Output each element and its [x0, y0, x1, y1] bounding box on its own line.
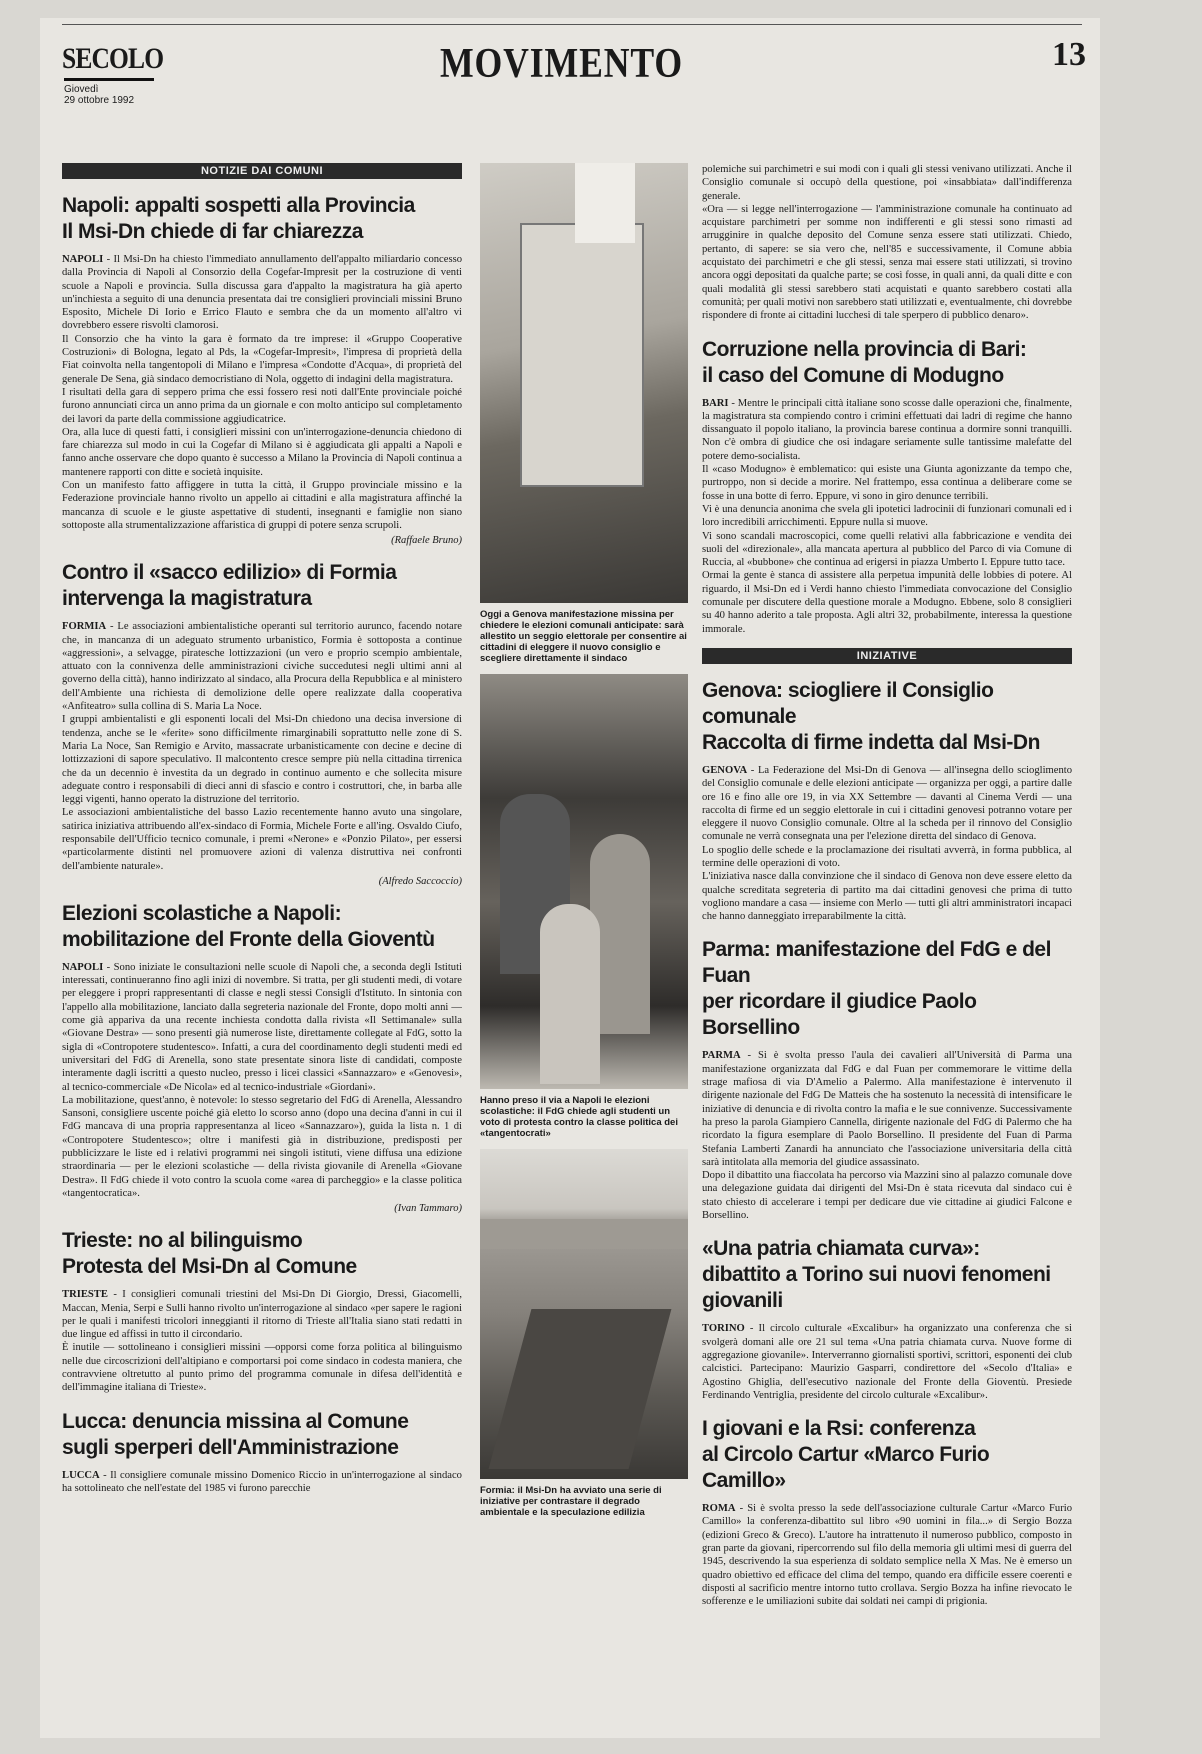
headline: Contro il «sacco edilizio» di Formia intervenga la magistratura — [62, 561, 397, 611]
headline: Napoli: appalti sospetti alla Provincia Il Msi-Dn chiede di far chiarezza — [62, 194, 415, 243]
article-formia — [62, 560, 462, 887]
photo-column — [480, 163, 688, 1738]
body-text: TORINO - Il circolo culturale «Excalibur» ha organizzato una conferenza che si svolgerà domani alle ore 21 sul tema «Una patria chiamata curva. Nuove forme di aggregazione giovanile». Interverranno giornalisti sportivi, scrittori, esponenti dei club calcistici. Partecipano: Maurizio Gasparri, condirettore del «Secolo d'Italia» e Agostino Ghiglia, dell'esecutivo nazionale del Fronte della Gioventù. Presiede Ferdinando Ventriglia, presidente del circolo culturale «Excalibur». — [702, 1323, 1072, 1401]
body-text: I gruppi ambientalisti e gli esponenti locali del Msi-Dn chiedono una decisa inversione di tendenza, anche se le «ferite» sono difficilmente rimarginabili soprattutto nelle zone di S. Maria La Noce, San Remigio e Arvito, massacrate urbanisticamente con decine e decine di lottizzazioni di sapore speculativo. Il malcontento cresce sempre più nella cittadina tirrenica che da un decennio è investita da un degrado in continuo aumento e che sollecita misure adeguate contro i responsabili di dieci anni di sfascio e contro i costruttori, che, in barba alle leggi vigenti, hanno operato la distruzione del territorio. — [62, 714, 462, 806]
section-band-notizie: NOTIZIE DAI COMUNI — [62, 163, 462, 179]
body-text: Vi sono scandali macroscopici, come quelli relativi alla fabbricazione e vendita dei suoli del «direzionale», alla mancata apertura al pubblico del Parco di via Comune di Ruccia, al «bubbone» che continua ad erigersi in piazza Umberto I. Eppure tutto tace. — [702, 530, 1072, 569]
body-text: Dopo il dibattito una fiaccolata ha percorso via Mazzini sino al palazzo comunale dove una delegazione guidata dai dirigenti del Msi-Dn è stata ricevuta dal sindaco cui è stato chiesto di accelerare i tempi per dedicare due vie cittadine ai giudici Falcone e Borsellino. — [702, 1170, 1072, 1222]
body-text: Le associazioni ambientalistiche del basso Lazio recentemente hanno avuto una singolare, satirica iniziativa attribuendo all'ex-sindaco di Formia, Michele Forte e all'ing. Osvaldo Ciufo, responsabile dell'Ufficio tecnico comunale, i premi «Nerone» e «Ponzio Pilato», per essersi «particolarmente distinti nel promuovere azioni di valenza distruttiva nei confronti dell'ambiente naturale». — [62, 807, 462, 872]
body-text: GENOVA - La Federazione del Msi-Dn di Genova — all'insegna dello scioglimento del Consiglio comunale e delle elezioni anticipate — organizza per oggi, a partire dalle ore 16 e fino alle ore 19, in via XX Settembre — davanti al Cinema Verdi — una raccolta di firme ed un seggio elettorale in cui i cittadini genovesi potranno votare per eleggere il nuovo Consiglio comunale. Oltre al la scheda per il rinnovo del Consiglio comunale ne verrà consegnata una per l'elezione diretta del sindaco di Genova. — [702, 764, 1072, 843]
article-bari — [702, 337, 1072, 636]
article-lucca — [62, 1409, 462, 1496]
body-text: LUCCA - Il consigliere comunale missino Domenico Riccio in un'interrogazione al sindaco ha sottolineato che nell'estate del 1985 vi furono parecchie — [62, 1469, 462, 1494]
section-title: MOVIMENTO — [440, 41, 684, 87]
headline: «Una patria chiamata curva»: dibattito a Torino sui nuovi fenomeni giovanili — [702, 1237, 1051, 1313]
article-roma — [702, 1416, 1072, 1608]
body-text: Con un manifesto fatto affiggere in tutta la città, il Gruppo provinciale missino e la Federazione provinciale hanno rivolto un appello ai cittadini e alla magistratura affinché la mancanza di scuole e le giuste aspettative di studenti, insegnanti e famiglie non siano sottoposte alla strumentalizzazione affaristica di gruppi di potere senza scrupoli. — [62, 480, 462, 531]
masthead-logo: SECOLO — [62, 42, 164, 75]
body-text: NAPOLI - Sono iniziate le consultazioni nelle scuole di Napoli che, a seconda degli Istituti interessati, continueranno fino agli inizi di novembre. Si tratta, per gli studenti medi, di votare per eleggere i propri rappresentanti di classe e negli stessi Consigli d'Istituto. In sintonia con l'appello alla mobilitazione, lanciato dalla segreteria nazionale del Fronte, dopo molti anni — come già appariva da una recente inchiesta condotta dalla rivista «Il Settimanale» sulla «Giovane Destra» — sono presenti già numerose liste, direttamente collegate al FdG, sotto la sigla di «Contropotere studentesco». Infatti, a cura del coordinamento degli studenti medi ed universitari del FdG di Arenella, sono state presentate sinora liste di candidati, composte interamente dagli iscritti a questo nucleo, presso i licei classici «Sannazzaro» e «Genovesi», al tecnico-commerciale «De Nicola» ed al tecnico-industriale «Giordani». — [62, 961, 462, 1093]
article-elezioni-scolastiche — [62, 901, 462, 1214]
section-band-iniziative: INIZIATIVE — [702, 648, 1072, 664]
left-column — [62, 163, 462, 1738]
right-column — [702, 163, 1072, 1738]
headline: Trieste: no al bilinguismo Protesta del Msi-Dn al Comune — [62, 1229, 357, 1279]
article-napoli-appalti — [62, 193, 462, 546]
photo-caption: Hanno preso il via a Napoli le elezioni scolastiche: il FdG chiede agli studenti un voto di protesta contro la classe politica dei «tangentocrati» — [480, 1095, 678, 1139]
photo-caption: Oggi a Genova manifestazione missina per chiedere le elezioni comunali anticipate: sarà allestito un seggio elettorale per consentire ai cittadini di eleggere il nuovo consiglio e scegliere direttamente il sindaco — [480, 609, 687, 664]
body-text: Ora, alla luce di questi fatti, i consiglieri missini con un'interrogazione-denuncia chiedono di fare chiarezza sul modo in cui la Cogefar di Milano si è aggiudicata gli appalti a Napoli e fanno anche osservare che dopo quanto è successo a Milano la Provincia di Napoli continua a mantenere rapporti con ditte e società inquisite. — [62, 426, 462, 478]
body-text: Lo spoglio delle schede e la proclamazione dei risultati avverrà, in forma pubblica, al termine delle operazioni di voto. — [702, 844, 1072, 869]
body-text: I risultati della gara di seppero prima che essi fossero resi noti dall'Ente provinciale poiché furono annunciati circa un anno prima da un giornale e con molto anticipo sul completamento dei lavori da parte della commissione aggiudicatrice. — [62, 386, 462, 425]
body-text: La mobilitazione, quest'anno, è notevole: lo stesso segretario del FdG di Arenella, Alessandro Sansoni, consigliere uscente poiché già eletto lo scorso anno (dopo una decina d'anni in cui il FdG mancava di una propria rappresentanza al liceo «Sannazzaro»), guida la lista n. 1 di «Contropotere Studentesco»; oltre i manifesti già in distribuzione, predisposti per pubblicizzare le liste ed i relativi programmi nei singoli istituti, viene diffusa una edizione straordinaria — per le elezioni scolastiche — della rivista giovanile di Arenella «Giovane Destra». Il FdG chiede il voto contro la scuola come «area di parcheggio» e la classe politica «tangentocratica». — [62, 1094, 462, 1199]
body-text: polemiche sui parchimetri e sui modi con i quali gli stessi venivano utilizzati. Anche il Consiglio comunale si occupò della questione, poi «insabbiata» dall'indifferenza generale. — [702, 164, 1072, 202]
headline: Lucca: denuncia missina al Comune sugli sperperi dell'Amministrazione — [62, 1409, 409, 1459]
body-text: PARMA - Si è svolta presso l'aula dei cavalieri all'Università di Parma una manifestazione organizzata dal FdG e dal Fuan per commemorare le vittime della strage mafiosa di via D'Amelio a Palermo. Alla manifestazione è intervenuto il dirigente nazionale del FdG De Matteis che ha sostenuto la necessità di intensificare le iniziative di denuncia e di rivolta contro la mafia e le sue connivenze. Successivamente ha preso la parola Giampiero Cannella, dirigente nazionale del FdG di Palermo che ha ricordato la figura esemplare di Paolo Borsellino. Il presidente del Fuan di Parma Stefania Lamberti Zanardi ha annunciato che l'associazione universitaria della città sarà intitolata alla memoria del giudice assassinato. — [702, 1050, 1072, 1168]
headline: I giovani e la Rsi: conferenza al Circolo Cartur «Marco Furio Camillo» — [702, 1417, 990, 1493]
sea-shape — [480, 1219, 688, 1249]
issue-day: Giovedì — [64, 84, 99, 95]
logo-underline — [64, 78, 154, 81]
photo-students — [480, 674, 688, 1089]
body-text: BARI - Mentre le principali città italiane sono scosse dalle operazioni che, finalmente, la magistratura sta compiendo contro i crimini effettuati dai ladri di regime che hanno dissanguato il popolo italiano, la provincia barese continua a dormire sonni tranquilli. Non c'è ombra di giudice che osi indagare seriamente sulle tantissime malefatte del potere demo-socialista. — [702, 397, 1072, 462]
top-rule — [62, 24, 1082, 25]
photo-coastline — [480, 1149, 688, 1479]
figure-shape — [540, 904, 600, 1084]
body-text: L'iniziativa nasce dalla convinzione che il sindaco di Genova non deve essere eletto da qualche screditata segreteria di partito ma dai cittadini genovesi che prima di tutto vogliono mandare a casa — insieme con Merlo — tutti gli altri amministratori incapaci che hanno danneggiato irreparabilmente la città. — [702, 871, 1072, 923]
ballot-paper-shape — [575, 163, 635, 243]
body-text: Il Consorzio che ha vinto la gara è formato da tre imprese: il «Gruppo Cooperative Costruzioni» di Bologna, legato al Pds, la «Cogefar-Impresit», l'impresa di proprietà della Fiat coinvolta nella tangentopoli di Milano e l'impresa «Condotte d'Acqua», di proprietà del generale De Sena, già sindaco democristiano di Nola, oggetto di indagini della magistratura. — [62, 333, 462, 385]
issue-date — [64, 84, 134, 106]
headline: Elezioni scolastiche a Napoli: mobilitazione del Fronte della Gioventù — [62, 901, 435, 951]
article-genova — [702, 678, 1072, 924]
body-text: TRIESTE - I consiglieri comunali triestini del Msi-Dn Di Giorgio, Dressi, Giacomelli, Maccan, Menia, Serpi e Sulli hanno rivolto un'interrogazione al sindaco «per sapere le ragioni per le quali i manifesti tricolori inneggianti il ritorno di Trieste all'Italia siano stati redatti in due lingue ed affissi in tutto il circondario. — [62, 1289, 462, 1341]
ballot-box-shape — [520, 223, 644, 487]
body-text: NAPOLI - Il Msi-Dn ha chiesto l'immediato annullamento dell'appalto miliardario concesso dalla Provincia di Napoli al Consorzio della Cogefar-Impresit per la costruzione di venti scuole a Napoli e provincia. Sulla discussa gara d'appalto la magistratura ha già aperto un'inchiesta a seguito di una denuncia presentata dai tre consiglieri provinciali missini Bruno Esposito, Michele Di Iorio e Errico Flauto e sembra che da un momento all'altro vi dovrebbero essere risvolti clamorosi. — [62, 254, 462, 332]
headline: Genova: sciogliere il Consiglio comunale Raccolta di firme indetta dal Msi-Dn — [702, 678, 1040, 754]
newspaper-page — [40, 18, 1100, 1738]
land-shape — [489, 1309, 672, 1469]
issue-date-text: 29 ottobre 1992 — [64, 95, 135, 106]
headline: Corruzione nella provincia di Bari: il caso del Comune di Modugno — [702, 337, 1027, 387]
byline: (Alfredo Saccoccio) — [378, 875, 462, 887]
byline: (Ivan Tammaro) — [394, 1203, 462, 1215]
body-text: Ormai la gente è stanca di assistere alla perpetua impunità delle lobbies di potere. Al riguardo, il Msi-Dn ed i Verdi hanno chiesto l'immediata convocazione del Consiglio comunale per discutere della questione morale a Modugno. Ebbene, solo 8 consiglieri su 40 hanno aderito a tale proposta. Agli altri 32, probabilmente, interessa la questione immorale. — [702, 570, 1072, 635]
body-text: ROMA - Si è svolta presso la sede dell'associazione culturale Cartur «Marco Furio Camillo» la conferenza-dibattito sul libro «90 uomini in fila...» di Sergio Bozza (edizioni Greco & Greco). L'autore ha intrattenuto il numeroso pubblico, composto in gran parte da giovani, ripercorrendo sul filo della memoria gli ultimi mesi di guerra del 1945, descrivendo la sua esperienza di soldato semplice nella X Mas. Ne è emerso un quadro obiettivo ed efficace del clima del tempo, quando era difficile essere coerenti e disposti al sacrificio mentre intorno tutto crollava. Sergio Bozza ha infine rievocato le sofferenze e le umiliazioni subite dai soldati nei campi di prigionia. — [702, 1503, 1072, 1608]
page-number: 13 — [1052, 36, 1086, 73]
headline: Parma: manifestazione del FdG e del Fuan per ricordare il giudice Paolo Borsellino — [702, 938, 1051, 1040]
article-lucca-continued — [702, 163, 1072, 323]
article-parma — [702, 937, 1072, 1222]
body-text: Il «caso Modugno» è emblematico: qui esiste una Giunta agonizzante da tempo che, purtroppo, non si decide a morire. Nel frattempo, essa continua a deliberare come se fosse in una botte di ferro. Eppure, vi sono in giro denunce terribili. — [702, 464, 1072, 502]
body-text: È inutile — sottolineano i consiglieri missini —opporsi come forza politica al bilinguismo nelle due circoscrizioni dell'altipiano e comportarsi poi come sindaco in codesta maniera, che contravviene oltretutto al punto primo del programma comunale in difesa dell'identità e dell'immagine italiana di Trieste». — [62, 1342, 462, 1394]
body-text: «Ora — si legge nell'interrogazione — l'amministrazione comunale ha continuato ad acquistare parchimetri per somme non indifferenti e gli stessi sono rimasti ad arrugginire in qualche deposito del Comune senza essere stati utilizzati. Chiedo, pertanto, di sapere: se sia vero che, nell'85 e successivamente, il Comune abbia acquistato dei parchimetri e che gli stessi, senza mai essere stati utilizzati, si trovino ancora oggi depositati da qualche parte; se così fosse, in quali anni, da quali ditte e con quali modalità gli stessi sarebbero stati acquistati e quanto sarebbero costati alla comunità; per quali motivi non sarebbero stati utilizzati e, eventualmente, chi dovrebbe rispondere di fronte ai cittadini lucchesi di tale sperpero di pubblico denaro». — [702, 203, 1072, 322]
article-torino — [702, 1236, 1072, 1402]
body-text: Vi è una denuncia anonima che svela gli ipotetici ladrocinii di funzionari comunali ed i loro incredibili arricchimenti. Eppure nulla si muove. — [702, 503, 1072, 529]
byline: (Raffaele Bruno) — [391, 535, 462, 547]
photo-caption: Formia: il Msi-Dn ha avviato una serie di iniziative per contrastare il degrado ambientale e la speculazione edilizia — [480, 1485, 662, 1518]
article-trieste — [62, 1228, 462, 1394]
photo-ballot-box — [480, 163, 688, 603]
body-text: FORMIA - Le associazioni ambientalistiche operanti sul territorio aurunco, facendo notare che, in mancanza di un adeguato strumento urbanistico, Formia è sottoposta a continue «aggressioni», a selvagge, piratesche lottizzazioni (un vero e proprio scempio ambientale, attuato con la connivenza delle amministrazioni civiche succedutesi negli ultimi anni al governo della città), hanno indirizzato al sindaco, alla Procura della Repubblica e al ministero dell'Ambiente una richiesta di demolizione delle opere realizzate dalla cooperativa «Anfiteatro» sulla collina di S. Maria La Noce. — [62, 621, 462, 713]
